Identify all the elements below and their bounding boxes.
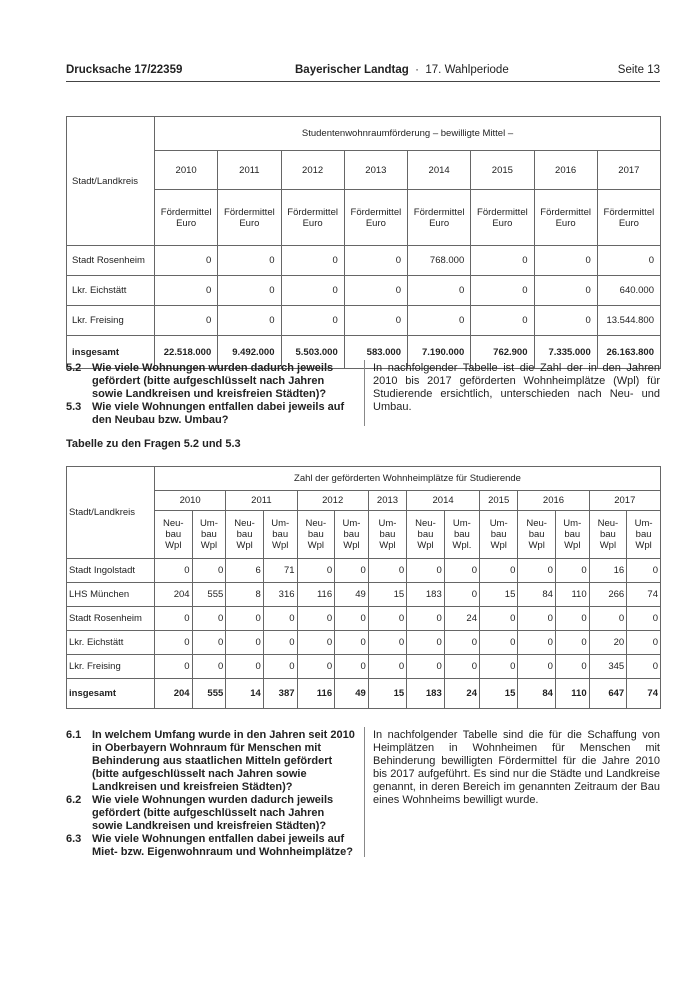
table-cell: 9.492.000 <box>218 336 281 369</box>
table-cell: 0 <box>226 607 264 631</box>
document-number: Drucksache 17/22359 <box>66 64 183 76</box>
table-cell: 0 <box>408 276 471 306</box>
table-cell: 183 <box>407 679 445 709</box>
table-cell: 84 <box>518 679 556 709</box>
question-number: 5.2 <box>66 362 82 374</box>
subheader-line: bau <box>272 529 289 540</box>
subheader-line: Wpl <box>564 540 581 551</box>
page-header <box>66 64 660 80</box>
table-cell: 15 <box>368 679 406 709</box>
answer-5: In nachfolgender Tabelle ist die Zahl der in den Jahren 2010 bis 2017 geförderten Wohnheimplätze (Wpl) für Studierende ersichtlich, unterschieden nach Neu- und Umbau. <box>373 362 660 413</box>
table-cell: 0 <box>155 276 218 306</box>
question-number: 6.1 <box>66 729 82 741</box>
row-label: insgesamt <box>67 336 155 369</box>
table-cell: 0 <box>335 631 369 655</box>
unit-line: Fördermittel <box>413 206 465 218</box>
subheader-line: Um- <box>634 518 653 529</box>
row-label: Stadt Ingolstadt <box>67 559 155 583</box>
table-cell: 0 <box>534 306 597 336</box>
year-header: 2014 <box>408 151 471 190</box>
year-header: 2017 <box>589 491 660 511</box>
table-cell: 13.544.800 <box>597 306 660 336</box>
table-row <box>67 583 661 607</box>
subheader-line: Neu- <box>305 518 327 529</box>
subheader <box>226 511 264 559</box>
unit-line: Euro <box>429 217 450 229</box>
row-label: insgesamt <box>67 679 155 709</box>
funding-table <box>66 116 661 369</box>
table-cell: 555 <box>192 583 226 607</box>
table-row <box>67 306 661 336</box>
table-cell: 0 <box>589 607 627 631</box>
table-cell: 24 <box>444 607 479 631</box>
subheader-line: bau <box>490 529 507 540</box>
unit-line: Euro <box>492 217 513 229</box>
subheader <box>297 511 335 559</box>
group-header: Studentenwohnraumförderung – bewilligte Mittel – <box>155 117 661 151</box>
table-cell: 204 <box>155 583 193 607</box>
unit-header <box>344 190 407 246</box>
unit-line: Fördermittel <box>350 206 402 218</box>
year-header: 2013 <box>344 151 407 190</box>
table-cell: 0 <box>555 631 589 655</box>
question-item <box>66 401 357 427</box>
table-cell: 0 <box>627 607 661 631</box>
table-cell: 0 <box>534 246 597 276</box>
table-cell: 0 <box>407 607 445 631</box>
question-text: In welchem Umfang wurde in den Jahren seit 2010 in Oberbayern Wohnraum für Menschen mit Behinderung aus staatlichen Mitteln gefördert (bitte aufgeschlüsselt nach Jahren sowie Landkreisen und kreisfreien Städten)? <box>92 729 355 793</box>
year-header: 2015 <box>479 491 517 511</box>
table-cell: 0 <box>335 559 369 583</box>
unit-line: Euro <box>302 217 323 229</box>
year-header: 2011 <box>226 491 297 511</box>
subheader-line: bau <box>599 529 616 540</box>
table-cell: 0 <box>218 246 281 276</box>
table-row <box>67 607 661 631</box>
table-cell: 0 <box>335 607 369 631</box>
table-cell: 0 <box>479 559 517 583</box>
table-cell: 0 <box>368 607 406 631</box>
table-cell: 7.335.000 <box>534 336 597 369</box>
table-cell: 110 <box>555 583 589 607</box>
unit-line: Fördermittel <box>160 206 212 218</box>
table-cell: 0 <box>155 559 193 583</box>
question-text: Wie viele Wohnungen entfallen dabei jeweils auf Miet- bzw. Eigenwohnraum und Wohnheimplätze? <box>92 833 353 858</box>
subheader-line: bau <box>343 529 360 540</box>
table-cell: 0 <box>555 559 589 583</box>
table-cell: 0 <box>627 631 661 655</box>
unit-line: Euro <box>365 217 386 229</box>
year-header: 2010 <box>155 151 218 190</box>
table-cell: 0 <box>281 306 344 336</box>
subheader-line: Neu- <box>234 518 255 529</box>
subheader-line: Um- <box>199 518 218 529</box>
table-cell: 0 <box>597 246 660 276</box>
subheader-line: bau <box>564 529 581 540</box>
table-cell: 0 <box>263 655 297 679</box>
table-cell: 583.000 <box>344 336 407 369</box>
table-cell: 110 <box>555 679 589 709</box>
subheader <box>368 511 406 559</box>
year-header: 2013 <box>368 491 406 511</box>
table-cell: 0 <box>518 559 556 583</box>
year-header: 2011 <box>218 151 281 190</box>
table-cell: 0 <box>155 306 218 336</box>
table-cell: 0 <box>335 655 369 679</box>
table-cell: 116 <box>297 679 335 709</box>
table-cell: 316 <box>263 583 297 607</box>
unit-line: Euro <box>555 217 576 229</box>
table-cell: 14 <box>226 679 264 709</box>
subheader-line: bau <box>417 529 434 540</box>
subheader-line: Um- <box>271 518 290 529</box>
table-cell: 0 <box>155 655 193 679</box>
table-cell: 20 <box>589 631 627 655</box>
column-divider <box>364 360 365 426</box>
table-cell: 0 <box>192 559 226 583</box>
year-header: 2012 <box>297 491 368 511</box>
subheader-line: Wpl <box>528 540 545 551</box>
table-row <box>67 679 661 709</box>
header-rule <box>66 81 660 82</box>
subheader-line: Wpl <box>200 540 218 551</box>
subheader <box>335 511 369 559</box>
unit-line: Fördermittel <box>477 206 528 218</box>
year-header: 2010 <box>155 491 226 511</box>
table-caption: Tabelle zu den Fragen 5.2 und 5.3 <box>66 438 241 450</box>
subheader <box>192 511 226 559</box>
row-label: Lkr. Freising <box>67 306 155 336</box>
question-number: 6.3 <box>66 833 82 845</box>
election-period: 17. Wahlperiode <box>425 64 509 76</box>
unit-line: Euro <box>239 217 260 229</box>
table-cell: 84 <box>518 583 556 607</box>
dormitory-places-table <box>66 466 661 709</box>
table-row <box>67 631 661 655</box>
table-cell: 0 <box>297 655 335 679</box>
subheader <box>518 511 556 559</box>
table-cell: 0 <box>627 655 661 679</box>
table-cell: 0 <box>344 276 407 306</box>
table-cell: 0 <box>368 631 406 655</box>
table-cell: 7.190.000 <box>408 336 471 369</box>
table-row <box>67 276 661 306</box>
question-item <box>66 729 357 794</box>
unit-header <box>471 190 534 246</box>
table-cell: 0 <box>479 655 517 679</box>
subheader-line: Wpl <box>417 540 434 551</box>
subheader <box>444 511 479 559</box>
table-cell: 49 <box>335 679 369 709</box>
row-label: Lkr. Freising <box>67 655 155 679</box>
table-cell: 0 <box>155 607 193 631</box>
table-cell: 24 <box>444 679 479 709</box>
unit-header <box>597 190 660 246</box>
page-number: Seite 13 <box>617 64 660 76</box>
subheader-line: Wpl <box>307 540 324 551</box>
subheader-line: bau <box>453 529 470 540</box>
subheader-line: Wpl <box>490 540 507 551</box>
row-label: Stadt Rosenheim <box>67 607 155 631</box>
table-cell: 762.900 <box>471 336 534 369</box>
table-cell: 0 <box>263 607 297 631</box>
table-cell: 0 <box>368 655 406 679</box>
subheader-line: bau <box>528 529 545 540</box>
table-row <box>67 559 661 583</box>
subheader-line: Wpl. <box>452 540 472 551</box>
table-cell: 266 <box>589 583 627 607</box>
subheader-line: Um- <box>452 518 471 529</box>
table-cell: 0 <box>407 559 445 583</box>
table-cell: 0 <box>192 631 226 655</box>
group-header: Zahl der geförderten Wohnheimplätze für Studierende <box>155 467 661 491</box>
question-text: Wie viele Wohnungen wurden dadurch jeweils gefördert (bitte aufgeschlüsselt nach Jahren sowie Landkreisen und kreisfreien Städten)? <box>92 794 334 832</box>
unit-line: Euro <box>176 217 197 229</box>
table-row <box>67 655 661 679</box>
table-cell: 8 <box>226 583 264 607</box>
table-cell: 0 <box>408 306 471 336</box>
subheader-line: bau <box>236 529 253 540</box>
table-cell: 16 <box>589 559 627 583</box>
subheader-line: Wpl <box>379 540 396 551</box>
table-cell: 0 <box>444 583 479 607</box>
subheader <box>479 511 517 559</box>
table-cell: 0 <box>297 607 335 631</box>
row-label: LHS München <box>67 583 155 607</box>
column-divider <box>364 727 365 857</box>
subheader-line: bau <box>307 529 324 540</box>
subheader-line: Um- <box>489 518 508 529</box>
parliament-period <box>295 64 509 76</box>
table-cell: 0 <box>471 306 534 336</box>
subheader-line: bau <box>200 529 217 540</box>
answer-6: In nachfolgender Tabelle sind die für die Schaffung von Heimplätzen in Wohnheimen für Menschen mit Behinderung bewilligten Fördermittel für die Jahre 2010 bis 2017 aufgeführt. Es sind nur die Städte und Landkreise genannt, in deren Bereich im genannten Zeitraum der Bau eines Wohnheims bewilligt wurde. <box>373 729 660 806</box>
unit-line: Fördermittel <box>603 206 655 218</box>
table-cell: 0 <box>226 655 264 679</box>
parliament-name: Bayerischer Landtag <box>295 64 409 76</box>
year-header: 2016 <box>534 151 597 190</box>
subheader <box>263 511 297 559</box>
row-label: Stadt Rosenheim <box>67 246 155 276</box>
table-cell: 71 <box>263 559 297 583</box>
table-cell: 555 <box>192 679 226 709</box>
table-cell: 0 <box>555 655 589 679</box>
question-number: 5.3 <box>66 401 82 413</box>
table-cell: 647 <box>589 679 627 709</box>
table-cell: 0 <box>518 631 556 655</box>
table-cell: 0 <box>155 246 218 276</box>
year-header: 2016 <box>518 491 589 511</box>
subheader-line: bau <box>635 529 652 540</box>
year-header: 2014 <box>407 491 480 511</box>
year-header: 2017 <box>597 151 660 190</box>
table-cell: 0 <box>407 631 445 655</box>
table-cell: 0 <box>368 559 406 583</box>
subheader-line: bau <box>379 529 396 540</box>
table-cell: 0 <box>192 655 226 679</box>
table-cell: 0 <box>444 631 479 655</box>
table-cell: 204 <box>155 679 193 709</box>
table-cell: 0 <box>281 276 344 306</box>
table-cell: 15 <box>368 583 406 607</box>
table-cell: 26.163.800 <box>597 336 660 369</box>
unit-header <box>408 190 471 246</box>
table-cell: 74 <box>627 679 661 709</box>
table-cell: 183 <box>407 583 445 607</box>
table-cell: 22.518.000 <box>155 336 218 369</box>
table-cell: 0 <box>627 559 661 583</box>
table-cell: 0 <box>444 559 479 583</box>
questions-5 <box>66 362 357 427</box>
year-header: 2012 <box>281 151 344 190</box>
table-cell: 0 <box>407 655 445 679</box>
subheader <box>555 511 589 559</box>
unit-line: Fördermittel <box>224 206 275 218</box>
row-label-header: Stadt/Landkreis <box>67 117 155 246</box>
table-cell: 15 <box>479 679 517 709</box>
question-number: 6.2 <box>66 794 82 806</box>
table-cell: 640.000 <box>597 276 660 306</box>
table-cell: 116 <box>297 583 335 607</box>
table-cell: 15 <box>479 583 517 607</box>
subheader-line: Neu- <box>597 518 619 529</box>
unit-header <box>281 190 344 246</box>
unit-line: Euro <box>618 217 639 229</box>
table-cell: 0 <box>281 246 344 276</box>
row-label: Lkr. Eichstätt <box>67 631 155 655</box>
subheader <box>407 511 445 559</box>
question-text: Wie viele Wohnungen entfallen dabei jeweils auf den Neubau bzw. Umbau? <box>92 401 345 426</box>
table-cell: 0 <box>479 607 517 631</box>
table-cell: 0 <box>534 276 597 306</box>
table-cell: 0 <box>155 631 193 655</box>
table-cell: 0 <box>518 655 556 679</box>
table-cell: 0 <box>297 559 335 583</box>
table-cell: 0 <box>297 631 335 655</box>
table-cell: 345 <box>589 655 627 679</box>
subheader-line: Neu- <box>162 518 184 529</box>
question-item <box>66 833 357 859</box>
header-separator: · <box>415 64 419 76</box>
table-cell: 387 <box>263 679 297 709</box>
table-cell: 0 <box>226 631 264 655</box>
table-cell: 0 <box>344 246 407 276</box>
subheader-line: Wpl <box>236 540 253 551</box>
table-cell: 0 <box>444 655 479 679</box>
table-cell: 0 <box>518 607 556 631</box>
subheader <box>589 511 627 559</box>
unit-line: Fördermittel <box>287 206 338 218</box>
subheader-line: Neu- <box>415 518 436 529</box>
table-cell: 0 <box>479 631 517 655</box>
subheader-line: Um- <box>342 518 361 529</box>
subheader-line: Wpl <box>599 540 617 551</box>
table-cell: 6 <box>226 559 264 583</box>
subheader-line: Wpl <box>343 540 360 551</box>
table-cell: 0 <box>192 607 226 631</box>
subheader-line: Neu- <box>526 518 547 529</box>
subheader-line: bau <box>165 529 182 540</box>
subheader-line: Um- <box>378 518 397 529</box>
questions-6 <box>66 729 357 859</box>
row-label-header: Stadt/Landkreis <box>67 467 155 559</box>
row-label: Lkr. Eichstätt <box>67 276 155 306</box>
question-text: Wie viele Wohnungen wurden dadurch jeweils gefördert (bitte aufgeschlüsselt nach Jahren sowie Landkreisen und kreisfreien Städten)? <box>92 362 334 400</box>
table-cell: 0 <box>218 276 281 306</box>
unit-header <box>534 190 597 246</box>
table-row <box>67 246 661 276</box>
subheader-line: Wpl <box>165 540 182 551</box>
subheader-line: Wpl <box>272 540 289 551</box>
subheader <box>627 511 661 559</box>
subheader-line: Um- <box>563 518 582 529</box>
unit-header <box>218 190 281 246</box>
table-cell: 0 <box>471 246 534 276</box>
table-cell: 0 <box>218 306 281 336</box>
table-cell: 5.503.000 <box>281 336 344 369</box>
subheader <box>155 511 193 559</box>
table-cell: 0 <box>471 276 534 306</box>
year-header: 2015 <box>471 151 534 190</box>
table-cell: 0 <box>344 306 407 336</box>
table-cell: 0 <box>555 607 589 631</box>
unit-header <box>155 190 218 246</box>
unit-line: Fördermittel <box>540 206 591 218</box>
table-cell: 768.000 <box>408 246 471 276</box>
question-item <box>66 794 357 833</box>
question-item <box>66 362 357 401</box>
table-cell: 0 <box>263 631 297 655</box>
table-cell: 74 <box>627 583 661 607</box>
table-cell: 49 <box>335 583 369 607</box>
subheader-line: Wpl <box>635 540 652 551</box>
